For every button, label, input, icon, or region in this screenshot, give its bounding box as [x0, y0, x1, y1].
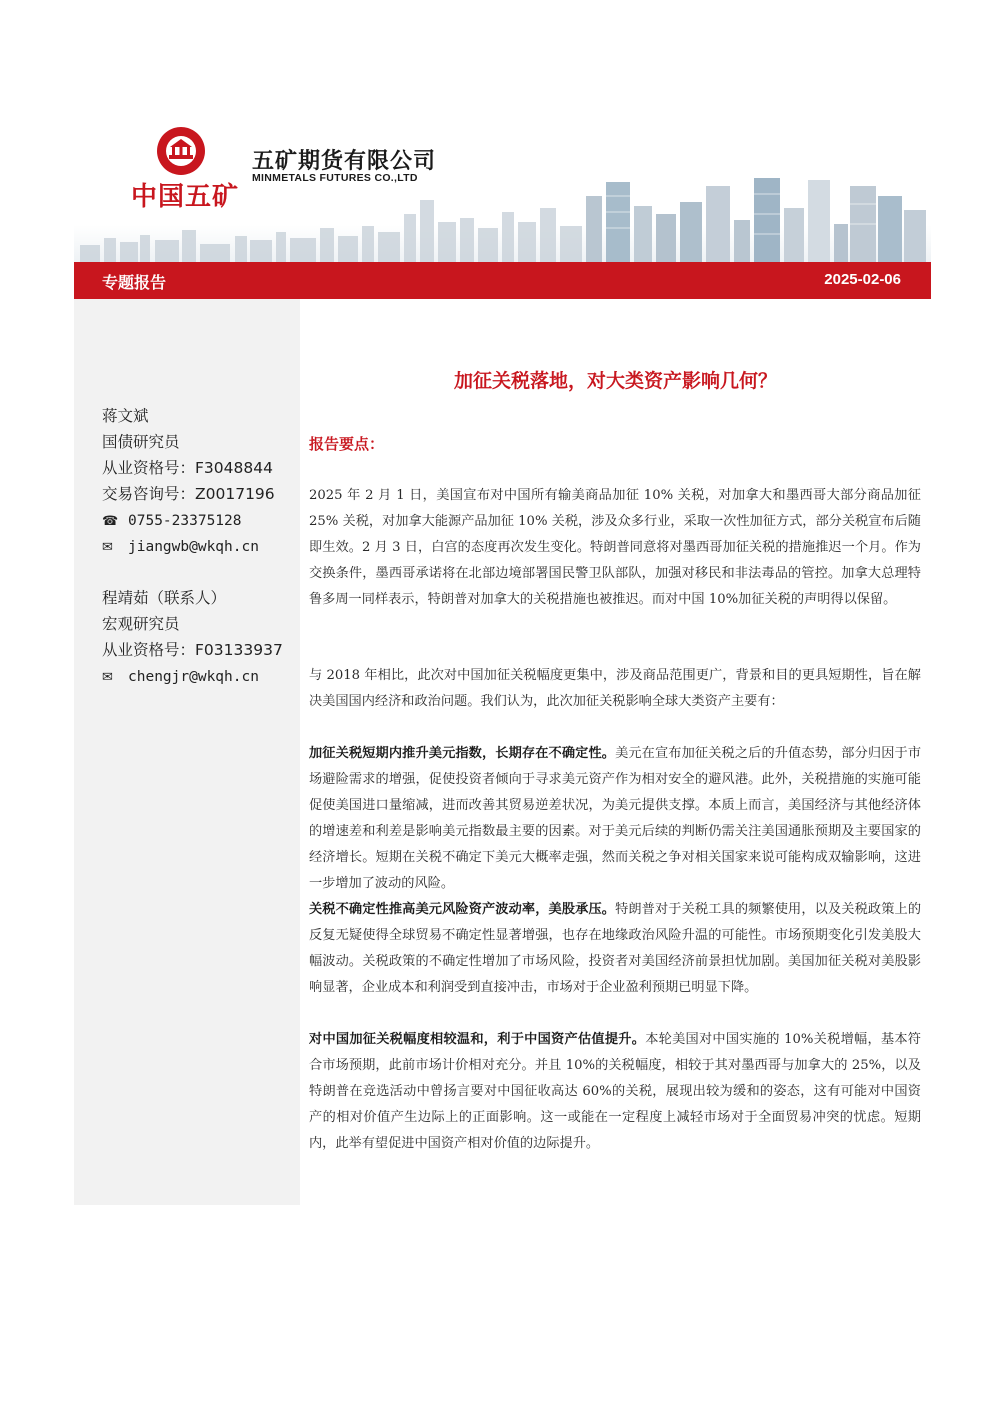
author-title: 宏观研究员 [102, 615, 180, 633]
paragraph-5-lead: 对中国加征关税幅度相较温和，利于中国资产估值提升。 [309, 1032, 646, 1047]
logo-wordmark: 中国五矿 [131, 182, 240, 212]
mail-icon: ✉ [102, 540, 113, 555]
company-name-en: MINMETALS FUTURES CO.,LTD [252, 172, 418, 184]
paragraph-4 [309, 897, 921, 1001]
city-skyline-image [0, 0, 992, 262]
report-header [0, 0, 992, 262]
report-date: 2025-02-06 [824, 271, 901, 288]
author-consult-id: 交易咨询号：Z0017196 [102, 485, 275, 503]
mail-icon: ✉ [102, 670, 113, 685]
minmetals-logo-icon [155, 125, 207, 177]
author-name: 程靖茹（联系人） [102, 589, 227, 607]
phone-icon: ☎ [102, 514, 119, 529]
paragraph-2: 与 2018 年相比，此次对中国加征关税幅度更集中，涉及商品范围更广，背景和目的更具短期性，旨在解决美国国内经济和政治问题。我们认为，此次加征关税影响全球大类资产主要有： [309, 668, 921, 709]
author-email[interactable]: jiangwb@wkqh.cn [128, 539, 259, 555]
paragraph-4-lead: 关税不确定性推高美元风险资产波动率，美股承压。 [309, 902, 616, 917]
author-sidebar [74, 299, 300, 1205]
paragraph-5-body: 本轮美国对中国实施的 10%关税增幅，基本符合市场预期，此前市场计价相对充分。并且 10%的关税幅度，相较于其对墨西哥与加拿大的 25%，以及特朗普在竞选活动中曾扬言要对中国征收高达 60%的关税，展现出较为缓和的姿态，这有可能对中国资产的相对价值产生边际上的正面影响。这一或能在一定程度上减轻市场对于全面贸易冲突的忧虑。短期内，此举有望促进中国资产相对价值的边际提升。 [309, 1032, 921, 1151]
paragraph-3-lead: 加征关税短期内推升美元指数，长期存在不确定性。 [309, 746, 616, 761]
author-title: 国债研究员 [102, 433, 180, 451]
company-name-cn: 五矿期货有限公司 [252, 149, 437, 174]
author-email[interactable]: chengjr@wkqh.cn [128, 669, 259, 685]
paragraph-4-body: 特朗普对于关税工具的频繁使用，以及关税政策上的反复无疑使得全球贸易不确定性显著增强，也存在地缘政治风险升温的可能性。市场预期变化引发美股大幅波动。关税政策的不确定性增加了市场风险，投资者对美国经济前景担忧加剧。美国加征关税对美股影响显著，企业成本和利润受到直接冲击，市场对于企业盈利预期已明显下降。 [309, 902, 922, 995]
report-banner [74, 262, 931, 299]
paragraph-3-body: 美元在宣布加征关税之后的升值态势，部分归因于市场避险需求的增强，促使投资者倾向于寻求美元资产作为相对安全的避风港。此外，关税措施的实施可能促使美国进口量缩减，进而改善其贸易逆差状况，为美元提供支撑。本质上而言，美国经济与其他经济体的增速差和利差是影响美元指数最主要的因素。对于美元后续的判断仍需关注美国通胀预期及主要国家的经济增长。短期在关税不确定下美元大概率走强，然而关税之争对相关国家来说可能构成双输影响，这进一步增加了波动的风险。 [309, 746, 922, 891]
author-name: 蒋文斌 [102, 407, 149, 425]
author-phone-row [102, 507, 275, 533]
paragraph-5 [309, 1027, 921, 1157]
author-license: 从业资格号：F3048844 [102, 459, 273, 477]
author-license: 从业资格号：F03133937 [102, 641, 283, 659]
paragraph-3 [309, 741, 921, 897]
author-email-row [102, 533, 275, 559]
section-heading: 报告要点： [309, 435, 385, 453]
author-phone: 0755-23375128 [128, 513, 242, 529]
report-type-label: 专题报告 [102, 273, 167, 292]
author-block-2 [102, 585, 283, 689]
paragraph-1: 2025 年 2 月 1 日，美国宣布对中国所有输美商品加征 10% 关税，对加拿大和墨西哥大部分商品加征 25% 关税，对加拿大能源产品加征 10% 关税，涉及众多行业，采取一次性加征方式，部分关税宣布后随即生效。2 月 3 日，白宫的态度再次发生变化。特朗普同意将对墨西哥加征关税的措施推迟一个月。作为交换条件，墨西哥承诺将在北部边境部署国民警卫队部队，加强对移民和非法毒品的管控。加拿大总理特鲁多周一同样表示，特朗普对加拿大的关税措施也被推迟。而对中国 10%加征关税的声明得以保留。 [309, 488, 921, 607]
author-block-1 [102, 403, 275, 559]
author-email-row [102, 663, 283, 689]
report-title: 加征关税落地，对大类资产影响几何？ [453, 370, 777, 392]
